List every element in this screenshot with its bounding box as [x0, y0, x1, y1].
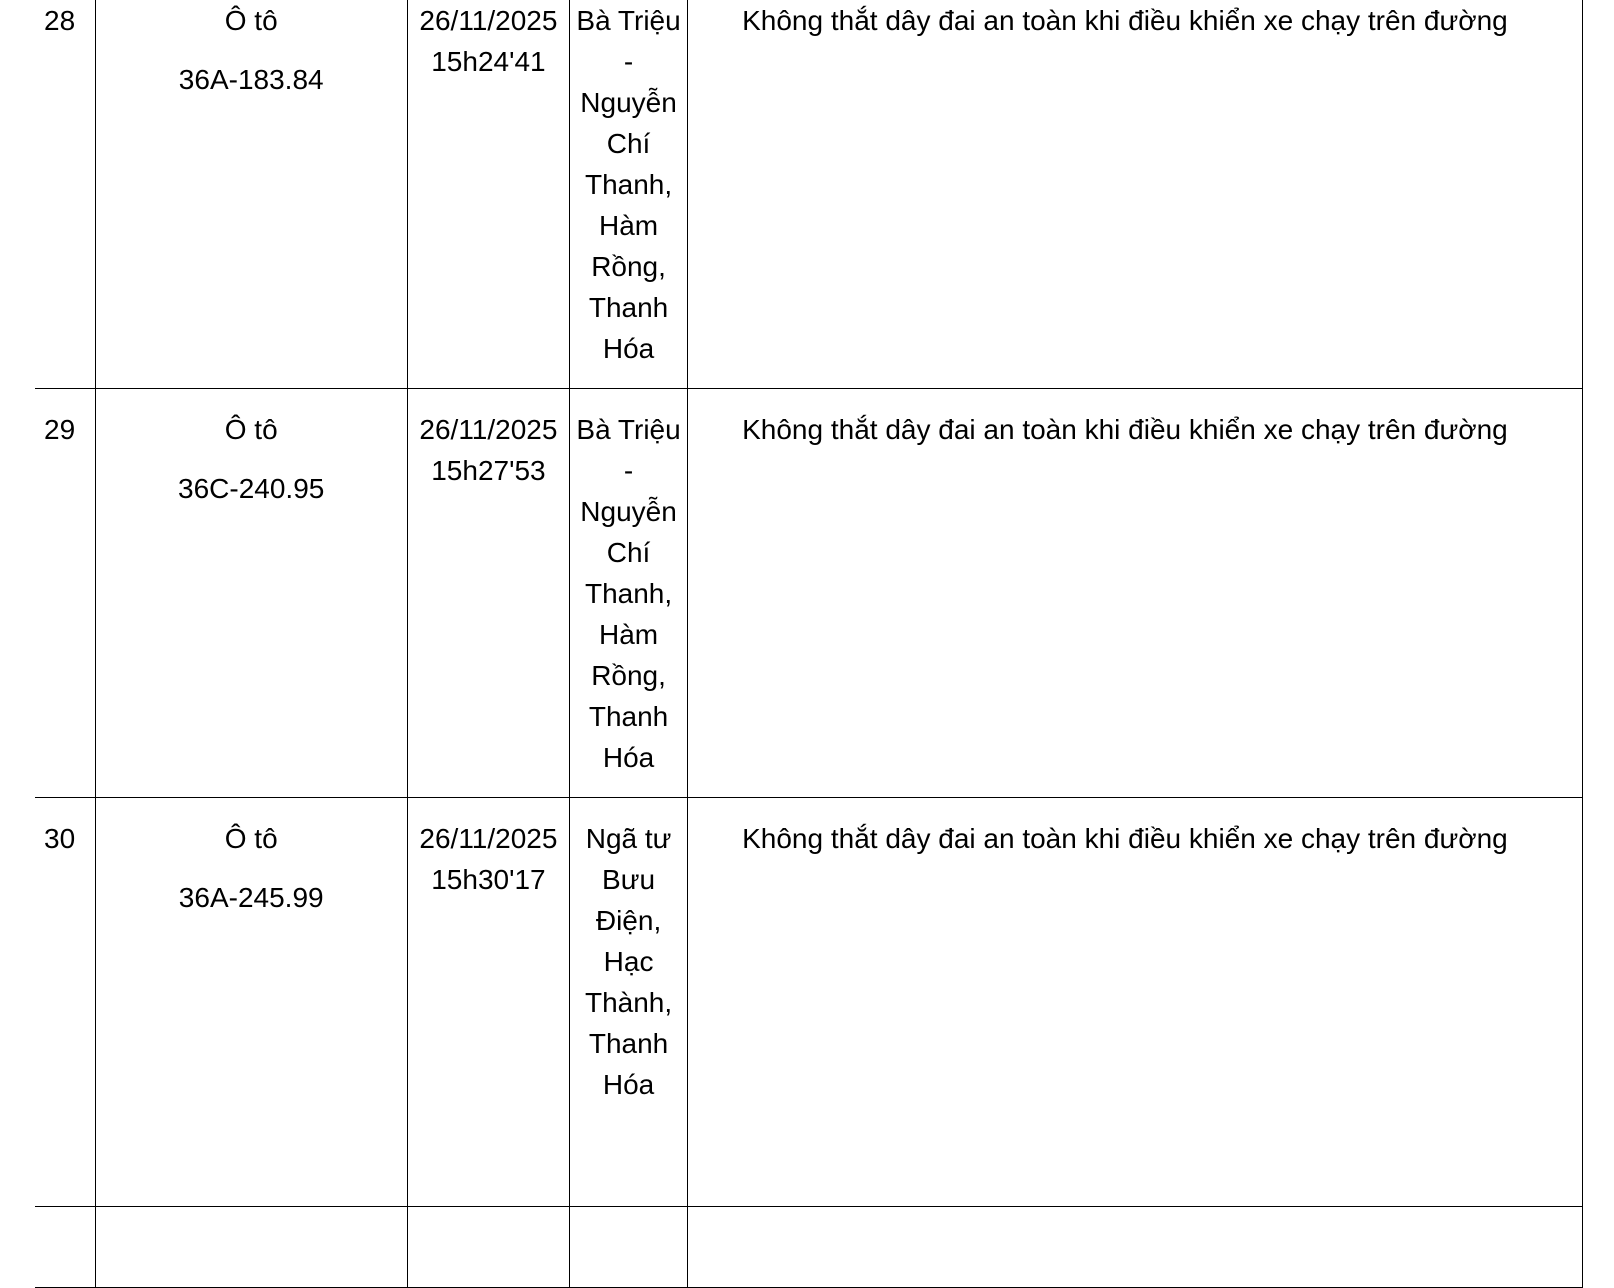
violations-table	[35, 0, 1583, 1288]
violation-location: Bà Triệu - Nguyễn Chí Thanh, Hàm Rồng, Thanh Hóa	[576, 5, 681, 364]
license-plate: 36A-183.84	[178, 64, 324, 95]
violation-date: 26/11/2025	[419, 5, 558, 36]
violation-cell	[688, 1207, 1583, 1288]
stt-cell	[35, 0, 95, 389]
vehicle-cell	[95, 0, 407, 389]
row-number: 30	[44, 823, 76, 854]
violation-time: 15h30'17	[431, 864, 546, 895]
table-row	[35, 798, 1583, 1207]
stt-cell	[35, 798, 95, 1207]
row-number: 28	[44, 5, 76, 36]
violation-location: Bà Triệu - Nguyễn Chí Thanh, Hàm Rồng, Thanh Hóa	[576, 414, 681, 773]
license-plate: 36C-240.95	[178, 473, 325, 504]
violation-description: Không thắt dây đai an toàn khi điều khiển xe chạy trên đường	[742, 823, 1508, 854]
vehicle-type: Ô tô	[224, 414, 278, 445]
license-plate: 36A-245.99	[178, 882, 324, 913]
vehicle-cell	[95, 1207, 407, 1288]
violation-date: 26/11/2025	[419, 823, 558, 854]
violation-description: Không thắt dây đai an toàn khi điều khiển xe chạy trên đường	[742, 414, 1508, 445]
violation-location: Ngã tư Bưu Điện, Hạc Thành, Thanh Hóa	[584, 823, 673, 1100]
vehicle-cell	[95, 389, 407, 798]
time-cell	[407, 389, 569, 798]
time-cell	[407, 0, 569, 389]
violation-cell	[688, 389, 1583, 798]
violation-time: 15h24'41	[431, 46, 546, 77]
location-cell	[570, 1207, 688, 1288]
vehicle-cell	[95, 798, 407, 1207]
location-cell	[570, 0, 688, 389]
location-cell	[570, 389, 688, 798]
stt-cell	[35, 389, 95, 798]
violation-date: 26/11/2025	[419, 414, 558, 445]
stt-cell	[35, 1207, 95, 1288]
vehicle-type: Ô tô	[224, 5, 278, 36]
violation-time: 15h27'53	[431, 455, 546, 486]
time-cell	[407, 1207, 569, 1288]
row-number: 29	[44, 414, 76, 445]
violation-description: Không thắt dây đai an toàn khi điều khiển xe chạy trên đường	[742, 5, 1508, 36]
table-row	[35, 0, 1583, 389]
violation-cell	[688, 0, 1583, 389]
table-row	[35, 389, 1583, 798]
time-cell	[407, 798, 569, 1207]
vehicle-type: Ô tô	[224, 823, 278, 854]
location-cell	[570, 798, 688, 1207]
violation-cell	[688, 798, 1583, 1207]
table-row-partial	[35, 1207, 1583, 1288]
